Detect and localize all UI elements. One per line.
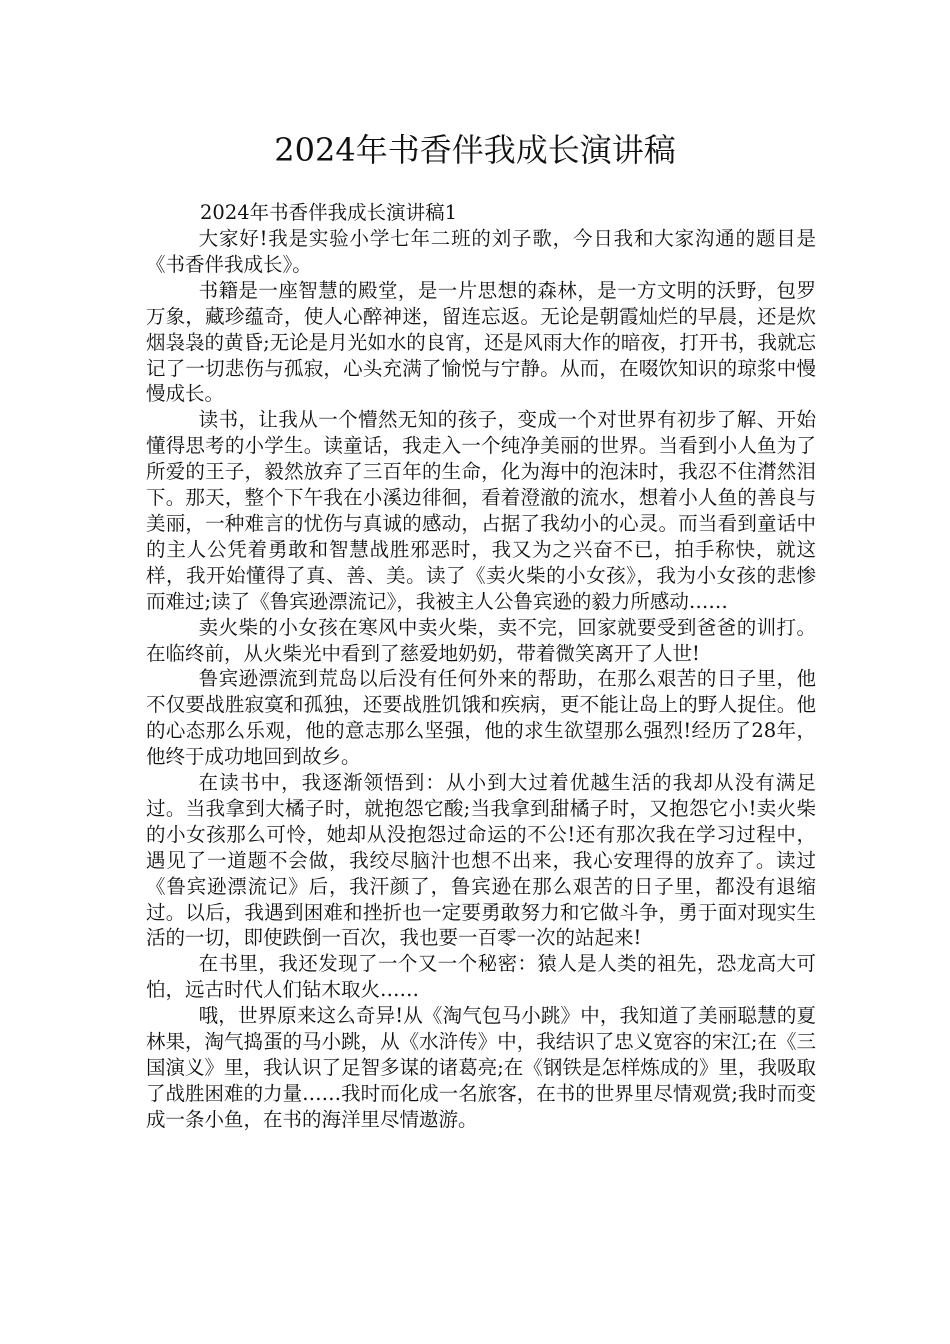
paragraph-reading-growth: 读书，让我从一个懵然无知的孩子，变成一个对世界有初步了解、开始懂得思考的小学生。读童话，我走入一个纯净美丽的世界。当看到小人鱼为了所爱的王子，毅然放弃了三百年的生命，化为海中的泡沫时，我忍不住潸然泪下。那天，整个下午我在小溪边徘徊，看着澄澈的流水，想着小人鱼的善良与美丽，一种难言的忧伤与真诚的感动，占据了我幼小的心灵。而当看到童话中的主人公凭着勇敢和智慧战胜邪恶时，我又为之兴奋不已，拍手称快，就这样，我开始懂得了真、善、美。读了《卖火柴的小女孩》，我为小女孩的悲惨而难过;读了《鲁宾逊漂流记》，我被主人公鲁宾逊的毅力所感动…… bbox=[146, 408, 816, 613]
paragraph-books-palace: 书籍是一座智慧的殿堂，是一片思想的森林，是一方文明的沃野，包罗万象，藏珍蕴奇，使人心醉神迷，留连忘返。无论是朝霞灿烂的早晨，还是炊烟袅袅的黄昏;无论是月光如水的良宵，还是风雨大作的暗夜，打开书，我就忘记了一切悲伤与孤寂，心头充满了愉悦与宁静。从而，在啜饮知识的琼浆中慢慢成长。 bbox=[146, 278, 816, 406]
document-body bbox=[146, 226, 816, 1133]
paragraph-greeting: 大家好!我是实验小学七年二班的刘子歌，今日我和大家沟通的题目是《书香伴我成长》。 bbox=[146, 227, 816, 276]
paragraph-match-girl: 卖火柴的小女孩在寒风中卖火柴，卖不完，回家就要受到爸爸的训打。在临终前，从火柴光中看到了慈爱地奶奶，带着微笑离开了人世! bbox=[146, 615, 816, 665]
document-title: 2024年书香伴我成长演讲稿 bbox=[274, 131, 676, 169]
paragraph-wonder-world: 哦，世界原来这么奇异!从《淘气包马小跳》中，我知道了美丽聪慧的夏林果，淘气捣蛋的马小跳，从《水浒传》中，我结识了忠义宽容的宋江;在《三国演义》里，我认识了足智多谋的诸葛亮;在《钢铁是怎样炼成的》里，我吸取了战胜困难的力量……我时而化成一名旅客，在书的世界里尽情观赏;我时而变成一条小鱼，在书的海洋里尽情遨游。 bbox=[146, 1004, 816, 1131]
paragraph-secrets: 在书里，我还发现了一个又一个秘密：猿人是人类的祖先，恐龙高大可怕，远古时代人们钻木取火…… bbox=[146, 952, 816, 1002]
paragraph-realization: 在读书中，我逐渐领悟到：从小到大过着优越生活的我却从没有满足过。当我拿到大橘子时，就抱怨它酸;当我拿到甜橘子时，又抱怨它小!卖火柴的小女孩那么可怜，她却从没抱怨过命运的不公!还有那次我在学习过程中，遇见了一道题不会做，我绞尽脑汁也想不出来，我心安理得的放弃了。读过《鲁宾逊漂流记》后，我汗颜了，鲁宾逊在那么艰苦的日子里，都没有退缩过。以后，我遇到困难和挫折也一定要勇敢努力和它做斗争，勇于面对现实生活的一切，即使跌倒一百次，我也要一百零一次的站起来! bbox=[146, 771, 816, 950]
paragraph-robinson: 鲁宾逊漂流到荒岛以后没有任何外来的帮助，在那么艰苦的日子里，他不仅要战胜寂寞和孤独，还要战胜饥饿和疾病，更不能让岛上的野人捉住。他的心态那么乐观，他的意志那么坚强，他的求生欲望那么强烈!经历了28年，他终于成功地回到故乡。 bbox=[146, 667, 816, 769]
document-subtitle: 2024年书香伴我成长演讲稿1 bbox=[200, 201, 458, 224]
